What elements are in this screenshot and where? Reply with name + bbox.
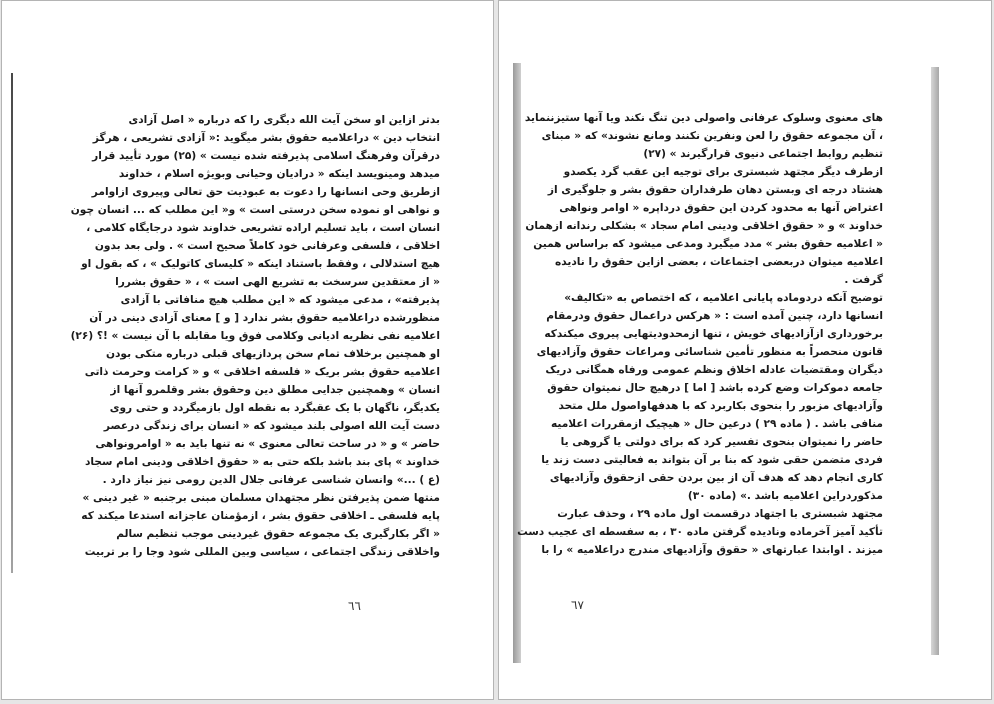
text-line: حاضر » و « در ساحت تعالی معنوی » نه تنها باید به « اوامرونواهی [95, 438, 440, 450]
scan-shadow-edge [513, 63, 521, 663]
text-line: جامعه دموکرات وضع کرده باشد [ اما ] درهیچ حال نمیتوان حقوق [547, 382, 883, 394]
text-line: هشتاد درجه ای وبستن دهان طرفداران حقوق بشر و جلوگیری از [547, 184, 883, 196]
text-line: دیگران ومقتضیات عادله اخلاق ونظم عمومی ورفاه همگانی دریک [545, 364, 883, 376]
text-line: میزند . اوابتدا عبارتهای « حقوق وآزادیهای مندرج دراعلامیه » را با [541, 544, 883, 556]
text-line: او همچنین برخلاف تمام سخن پردازیهای قبلی درباره متکی بودن [105, 348, 440, 360]
text-line: (ع ) ...» وانسان شناسی عرفانی جلال الدین رومی نیز نیاز دارد . [102, 474, 440, 486]
text-line: واخلاقی زندگی اجتماعی ، سیاسی وبین المللی شود وجا را بر تربیت [84, 546, 440, 558]
text-line: میدهد ومینویسد اینکه « درادیان وحیانی وبویژه اسلام ، خداوند [118, 168, 440, 180]
text-line: مجتهد شبستری با اجتهاد درقسمت اول ماده ۲۹ ، وحذف عبارت [557, 508, 883, 520]
text-line: های معنوی وسلوک عرفانی واصولی دین تنگ نکند ویا آنها ستیزننماید [524, 112, 883, 124]
text-line: اعلامیه حقوق بشر بریک « فلسفه اخلاقی » و « کرامت وحرمت ذاتی [84, 366, 440, 378]
left-page-number: ٦٦ [348, 599, 361, 613]
text-line: بدتر ازاین او سخن آیت الله دیگری را که درباره « اصل آزادی [128, 114, 440, 126]
text-line: توضیح آنکه دردوماده پایانی اعلامیه ، که اختصاص به «تکالیف» [564, 292, 883, 304]
text-line: کاری انجام دهد که هدف آن از بین بردن حقی ازحقوق وآزادیهای [549, 472, 883, 484]
text-line: انسان » وهمچنین جدایی مطلق دین وحقوق بشر وقلمرو آنها از [110, 384, 440, 396]
scan-shadow-edge [11, 73, 13, 573]
text-line: مذکوردراین اعلامیه باشد .» (ماده ۳۰) [687, 490, 883, 502]
right-page-number: ٦٧ [571, 598, 584, 612]
text-line: ازطریق وحی انسانها را دعوت به عبودیت حق تعالی وپیروی ازاوامر [91, 186, 440, 198]
text-line: گرفت . [844, 274, 883, 286]
text-line: اعلامیه نفی نظریه ادیانی وکلامی فوق ویا مقابله با آن نیست » !؟ (۲۶) [70, 330, 440, 342]
text-line: « اگر بکارگیری یک مجموعه حقوق غیردینی موجب تنظیم سالم [116, 528, 440, 540]
text-line: برخورداری ازآزادیهای خویش ، تنها ازمحدودیتهایی پیروی میکندکه [544, 328, 883, 340]
text-line: اعتراض آنها به محدود کردن این حقوق درداپره « اوامر ونواهی [559, 202, 883, 214]
scan-shadow-edge [931, 67, 939, 655]
text-line: منظورشده دراعلامیه حقوق بشر ندارد [ و ] معنای آزادی دینی در آن [89, 312, 440, 324]
text-line: وآزادیهای مزبور را بنحوی بکاربرد که با هدفهاواصول ملل متحد [558, 400, 883, 412]
text-line: تنظیم روابط اجتماعی دنیوی قرارگیرند » (۲۷) [643, 148, 883, 160]
text-line: انسانها دارد، چنین آمده است : « هرکس دراعمال حقوق ودرمقام [546, 310, 883, 322]
text-line: حاضر را نمیتوان بنحوی تفسیر کرد که برای دولتی یا گروهی یا [560, 436, 883, 448]
text-line: اخلاقی ، فلسفی وعرفانی خود کاملاً صحیح است » . ولی بعد بدون [94, 240, 440, 252]
text-line: درقرآن وفرهنگ اسلامی پذیرفته شده نیست » (۲۵) مورد تأیید قرار [92, 150, 440, 162]
text-line: قانون منحصراً به منظور تأمین شناسائی ومراعات حقوق وآزادیهای [536, 346, 883, 358]
text-line: « اعلامیه حقوق بشر » مدد میگیرد ومدعی میشود که براساس همین [533, 238, 883, 250]
text-line: و نواهی او نموده سخن درستی است » و« این مطلب که ... انسان چون [70, 204, 440, 216]
left-page-text [46, 111, 440, 561]
text-line: پذیرفته» ، مدعی میشود که « این مطلب هیچ منافاتی با آزادی [120, 294, 440, 306]
text-line: انسان است ، باید تسلیم اراده تشریعی خداوند شود درجایگاه کلامی ، [86, 222, 440, 234]
right-page [498, 0, 992, 700]
text-line: دست آیت الله اصولی بلند میشود که « انسان برای زندگی درعصر [103, 420, 440, 432]
text-line: یکدیگر، ناگهان با یک عقبگرد به نقطه اول بازمیگردد و حتی روی [109, 402, 440, 414]
text-line: ازطرف دیگر مجتهد شبستری برای توجیه این عقب گرد یکصدو [563, 166, 883, 178]
right-page-text [517, 109, 883, 559]
text-line: خداوند » پای بند باشد بلکه حتی به « حقوق اخلاقی ودینی امام سجاد [84, 456, 440, 468]
text-line: انتخاب دین » دراعلامیه حقوق بشر میگوید :« آزادی تشریعی ، هرگز [92, 132, 440, 144]
text-line: اعلامیه میتوان دربعضی اجتماعات ، بعضی ازاین حقوق را نادیده [555, 256, 883, 268]
text-line: هیچ استدلالی ، وفقط باستناد اینکه « کلیسای کاتولیک » ، که بقول او [81, 258, 440, 270]
text-line: تأکید آمیز آخرماده ونادیده گرفتن ماده ۳۰ ، به سفسطه ای عجیب دست [517, 526, 883, 538]
text-line: ، آن مجموعه حقوق را لعن ونفرین نکنند ومانع نشوند» که « مبنای [541, 130, 883, 142]
text-line: پایه فلسفی ـ اخلاقی حقوق بشر ، ازمؤمنان عاجزانه استدعا میکند که [81, 510, 440, 522]
text-line: منتها ضمن پذیرفتن نظر مجتهدان مسلمان مبنی برجنبه « غیر دینی » [82, 492, 440, 504]
text-line: منافی باشد . ( ماده ۲۹ ) درعین حال « هیچیک ازمقررات اعلامیه [551, 418, 883, 430]
text-line: « از معتقدین سرسخت به تشریع الهی است » ، « حقوق بشررا [115, 276, 440, 288]
text-line: خداوند » و « حقوق اخلاقی ودینی امام سجاد » بشکلی رندانه ازهمان [525, 220, 883, 232]
text-line: فردی متضمن حقی شود که بنا بر آن بتواند به فعالیتی دست زند یا [541, 454, 883, 466]
left-page [1, 0, 494, 700]
